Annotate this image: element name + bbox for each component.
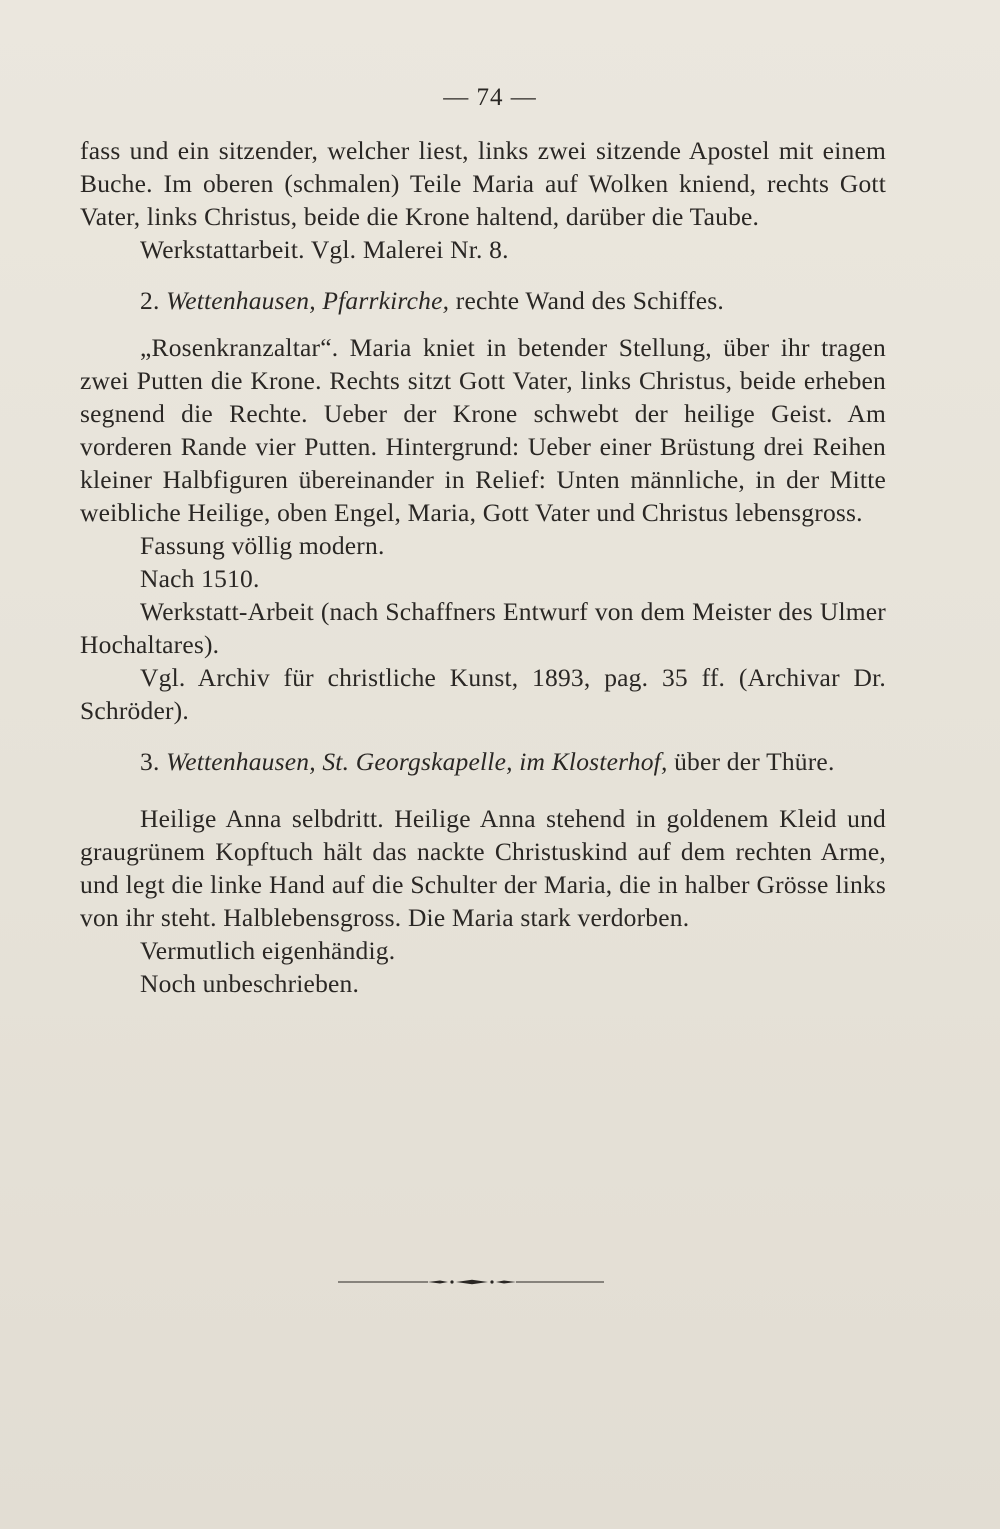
text-body (80, 134, 886, 1000)
paragraph-attribution: Vermutlich eigenhändig. (140, 936, 396, 965)
entry-place: Wettenhausen, Pfarrkirche, (166, 286, 450, 315)
paragraph-date: Nach 1510. (140, 564, 260, 593)
page-number: — 74 — (443, 84, 537, 111)
paragraph-description: Heilige Anna selbdritt. Heilige Anna stehend in goldenem Kleid und graugrünem Kopftuch hält das nackte Christuskind auf dem rechten Arme, und legt die linke Hand auf die Schulter der Maria, die in halber Grösse links von ihr steht. Halblebensgross. Die Maria stark verdorben. (80, 804, 886, 932)
paragraph-note: Fassung völlig modern. (140, 531, 385, 560)
entry-location: rechte Wand des Schiffes. (455, 286, 725, 315)
paragraph-attribution: Werkstattarbeit. Vgl. Malerei Nr. 8. (140, 235, 509, 264)
entry-heading-2 (80, 284, 886, 317)
entry-heading-3 (80, 745, 886, 778)
entry-number: 2. (140, 286, 160, 315)
paragraph-reference: Vgl. Archiv für christliche Kunst, 1893, pag. 35 ff. (Archivar Dr. Schröder). (80, 663, 886, 725)
entry-place: Wettenhausen, St. Georgskapelle, im Klosterhof, (166, 747, 668, 776)
paragraph-attribution: Werkstatt-Arbeit (nach Schaffners Entwurf von dem Meister des Ulmer Hochaltares). (80, 597, 886, 659)
end-ornament-rule (338, 1279, 604, 1285)
paragraph-description: „Rosenkranzaltar“. Maria kniet in betender Stellung, über ihr tragen zwei Putten die Krone. Rechts sitzt Gott Vater, links Christus, beide erheben segnend die Rechte. Ueber der Krone schwebt der heilige Geist. Am vorderen Rande vier Putten. Hintergrund: Ueber einer Brüstung drei Reihen kleiner Halbfiguren übereinander in Relief: Unten männliche, in der Mitte weibliche Heilige, oben Engel, Maria, Gott Vater und Christus lebensgross. (80, 333, 886, 527)
paragraph-continuation: fass und ein sitzender, welcher liest, links zwei sitzende Apostel mit einem Buche. Im oberen (schmalen) Teile Maria auf Wolken kniend, rechts Gott Vater, links Christus, beide die Krone haltend, darüber die Taube. (80, 136, 886, 231)
entry-number: 3. (140, 747, 160, 776)
paragraph-note: Noch unbeschrieben. (140, 969, 360, 998)
entry-location: über der Thüre. (674, 747, 835, 776)
